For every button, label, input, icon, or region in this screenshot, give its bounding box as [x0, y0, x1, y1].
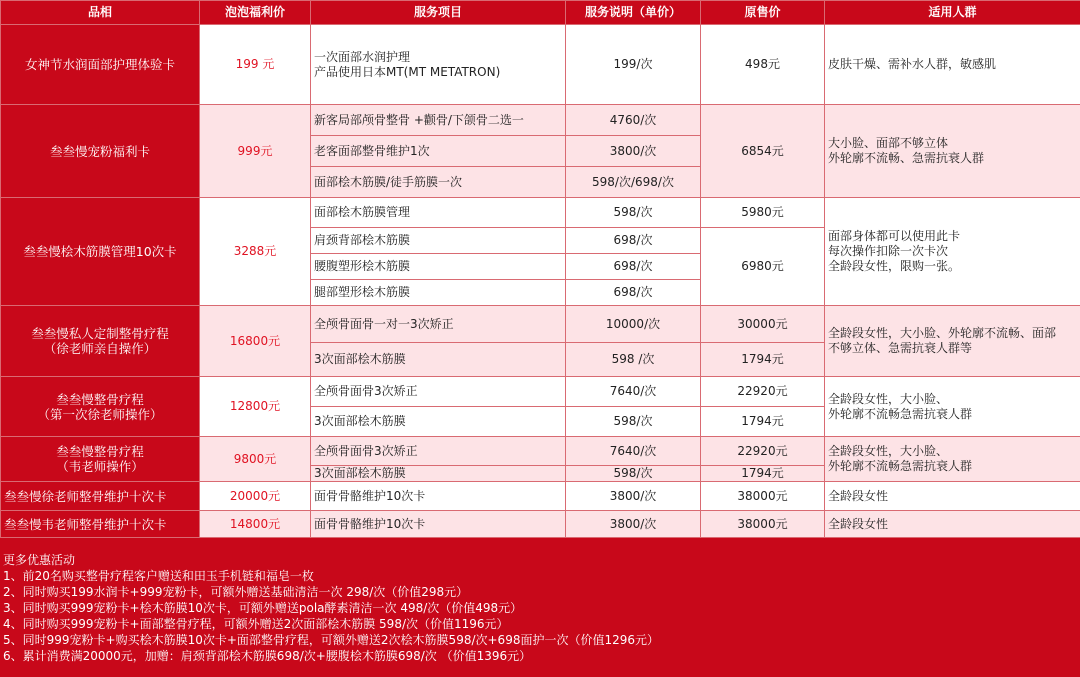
target-group — [825, 306, 1080, 377]
header-original-price: 原售价 — [701, 1, 825, 25]
original-price: 38000元 — [701, 511, 825, 538]
service-item: 全颅骨面骨3次矫正 — [311, 437, 566, 466]
product-name: 叁叁慢桧木筋膜管理10次卡 — [1, 198, 200, 306]
product-name: 叁叁慢宠粉福利卡 — [1, 105, 200, 198]
service-item-line: 一次面部水润护理 — [314, 49, 411, 64]
unit-price: 3800/次 — [566, 482, 701, 511]
unit-price: 598/次 — [566, 466, 701, 482]
unit-price: 598/次/698/次 — [566, 167, 701, 198]
promotion-item: 2、同时购买199水润卡+999宠粉卡，可额外赠送基础清洁一次 298/次（价值298元） — [3, 585, 469, 599]
promotion-item: 1、前20名购买整骨疗程客户赠送和田玉手机链和福皂一枚 — [3, 569, 314, 583]
target-group: 全龄段女性 — [825, 511, 1080, 538]
product-name-line: 叁叁慢整骨疗程 — [56, 391, 144, 407]
target-line: 大小脸、面部不够立体 — [828, 136, 949, 150]
target-group — [825, 198, 1080, 306]
target-line: 面部身体都可以使用此卡 — [828, 229, 961, 243]
unit-price: 698/次 — [566, 254, 701, 280]
service-item: 老客面部整骨维护1次 — [311, 136, 566, 167]
service-item: 腰腹塑形桧木筋膜 — [311, 254, 566, 280]
original-price: 498元 — [701, 25, 825, 105]
table-row — [1, 511, 1080, 538]
promotion-item: 4、同时购买999宠粉卡+面部整骨疗程，可额外赠送2次面部桧木筋膜 598/次（价值1196元） — [3, 617, 509, 631]
service-item: 面部桧木筋膜管理 — [311, 198, 566, 228]
target-group: 全龄段女性 — [825, 482, 1080, 511]
benefit-price: 12800元 — [200, 377, 311, 437]
unit-price: 698/次 — [566, 280, 701, 306]
benefit-price: 9800元 — [200, 437, 311, 482]
header-target-group: 适用人群 — [825, 1, 1080, 25]
header-unit-price: 服务说明（单价） — [566, 1, 701, 25]
benefit-price: 14800元 — [200, 511, 311, 538]
benefit-price: 20000元 — [200, 482, 311, 511]
service-item: 面骨骨骼维护10次卡 — [311, 511, 566, 538]
product-name — [1, 437, 200, 482]
product-name: 女神节水润面部护理体验卡 — [1, 25, 200, 105]
header-benefit-price: 泡泡福利价 — [200, 1, 311, 25]
target-line: 全龄段女性，大小脸、 — [828, 391, 949, 406]
original-price: 30000元 — [701, 306, 825, 343]
target-line: 外轮廓不流畅急需抗衰人群 — [828, 459, 973, 473]
product-name-line: 叁叁慢私人定制整骨疗程 — [31, 326, 169, 341]
original-price: 38000元 — [701, 482, 825, 511]
service-item: 新客局部颅骨整骨 +颧骨/下颌骨二选一 — [311, 105, 566, 136]
unit-price: 199/次 — [566, 25, 701, 105]
unit-price: 7640/次 — [566, 377, 701, 407]
target-group — [825, 437, 1080, 482]
table-row — [1, 482, 1080, 511]
benefit-price: 999元 — [200, 105, 311, 198]
promotion-item: 5、同时999宠粉卡+购买桧木筋膜10次卡+面部整骨疗程，可额外赠送2次桧木筋膜598/次+698面护一次（价值1296元） — [3, 633, 660, 647]
product-name-line: （徐老师亲自操作） — [43, 341, 157, 356]
service-item: 3次面部桧木筋膜 — [311, 343, 566, 377]
promotion-item: 6、累计消费满20000元，加赠：肩颈背部桧木筋膜698/次+腰腹桧木筋膜698/次 （价值1396元） — [3, 649, 532, 663]
benefit-price: 199 元 — [200, 25, 311, 105]
target-group — [825, 105, 1080, 198]
target-line: 全龄段女性，大小脸、 — [828, 444, 949, 458]
original-price: 1794元 — [701, 466, 825, 482]
target-line: 外轮廓不流畅、急需抗衰人群 — [828, 151, 985, 165]
table-row — [1, 306, 1080, 343]
original-price: 1794元 — [701, 343, 825, 377]
original-price: 6980元 — [701, 228, 825, 306]
target-line: 全龄段女性，限购一张。 — [828, 259, 961, 273]
original-price: 22920元 — [701, 437, 825, 466]
unit-price: 10000/次 — [566, 306, 701, 343]
target-group — [825, 377, 1080, 437]
table-row — [1, 437, 1080, 466]
original-price: 1794元 — [701, 407, 825, 437]
service-item — [311, 25, 566, 105]
table-header-row — [1, 1, 1080, 25]
product-name: 叁叁慢徐老师整骨维护十次卡 — [1, 482, 200, 511]
original-price: 6854元 — [701, 105, 825, 198]
unit-price: 598/次 — [566, 407, 701, 437]
service-item: 全颅骨面骨一对一3次矫正 — [311, 306, 566, 343]
service-item-line: 产品使用日本MT(MT METATRON) — [314, 64, 501, 79]
table-row — [1, 198, 1080, 228]
benefit-price: 3288元 — [200, 198, 311, 306]
service-item: 肩颈背部桧木筋膜 — [311, 228, 566, 254]
promotions-title: 更多优惠活动 — [3, 553, 76, 567]
target-group: 皮肤干燥、需补水人群，敏感肌 — [825, 25, 1080, 105]
target-line: 不够立体、急需抗衰人群等 — [828, 341, 973, 355]
product-name — [1, 377, 200, 437]
header-product: 品相 — [1, 1, 200, 25]
unit-price: 698/次 — [566, 228, 701, 254]
service-item: 面骨骨骼维护10次卡 — [311, 482, 566, 511]
unit-price: 3800/次 — [566, 136, 701, 167]
unit-price: 598 /次 — [566, 343, 701, 377]
table-row — [1, 105, 1080, 136]
service-item: 3次面部桧木筋膜 — [311, 466, 566, 482]
product-name-line: 叁叁慢整骨疗程 — [56, 444, 144, 459]
service-item: 3次面部桧木筋膜 — [311, 407, 566, 437]
original-price: 5980元 — [701, 198, 825, 228]
service-item: 全颅骨面骨3次矫正 — [311, 377, 566, 407]
original-price: 22920元 — [701, 377, 825, 407]
unit-price: 598/次 — [566, 198, 701, 228]
target-line: 全龄段女性，大小脸、外轮廓不流畅、面部 — [828, 326, 1057, 340]
unit-price: 4760/次 — [566, 105, 701, 136]
header-service-item: 服务项目 — [311, 1, 566, 25]
benefit-price: 16800元 — [200, 306, 311, 377]
target-line: 每次操作扣除一次卡次 — [828, 244, 949, 258]
target-line: 外轮廓不流畅急需抗衰人群 — [828, 406, 973, 421]
table-row — [1, 25, 1080, 105]
product-name — [1, 306, 200, 377]
table-row — [1, 377, 1080, 407]
promotion-item: 3、同时购买999宠粉卡+桧木筋膜10次卡，可额外赠送pola酵素清洁一次 498/次（价值498元） — [3, 601, 523, 615]
promotions-section — [0, 552, 1080, 664]
product-name: 叁叁慢韦老师整骨维护十次卡 — [1, 511, 200, 538]
service-item: 面部桧木筋膜/徒手筋膜一次 — [311, 167, 566, 198]
product-name-line: （第一次徐老师操作） — [37, 406, 163, 422]
unit-price: 7640/次 — [566, 437, 701, 466]
product-name-line: （韦老师操作） — [56, 459, 144, 474]
service-item: 腿部塑形桧木筋膜 — [311, 280, 566, 306]
unit-price: 3800/次 — [566, 511, 701, 538]
